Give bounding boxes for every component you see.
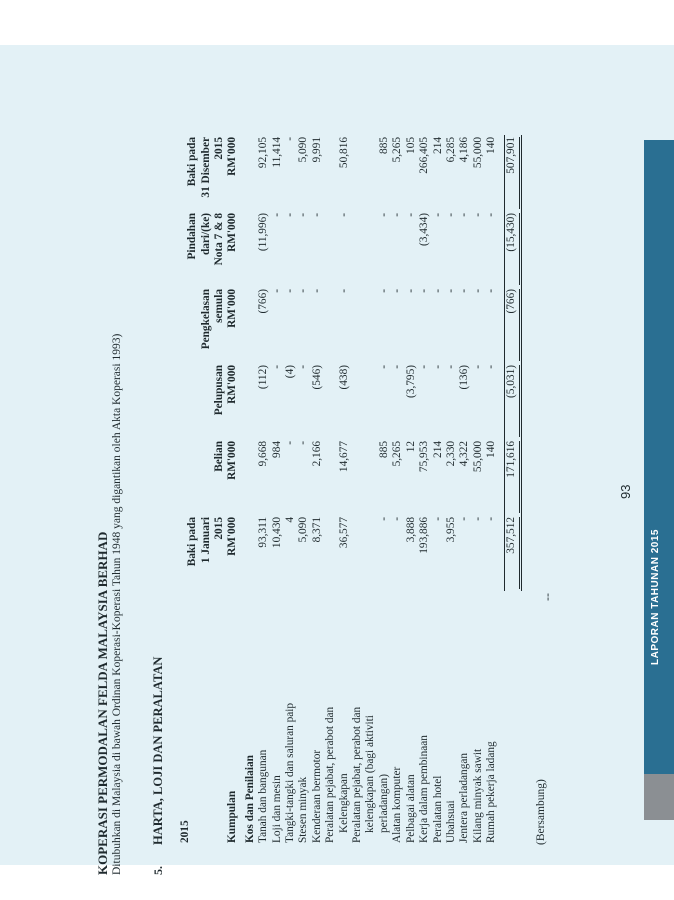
table-cell: 75,953 <box>418 441 431 473</box>
table-cell: 5,090 <box>297 517 310 543</box>
table-cell: - <box>444 365 457 369</box>
dash-mark: -- <box>540 593 554 601</box>
section-number: 5. <box>151 866 165 875</box>
section-title: HARTA, LOJI DAN PERALATAN <box>151 656 165 845</box>
table-cell: 5,265 <box>391 137 404 163</box>
total-value: (766) <box>505 289 520 361</box>
table-row <box>485 135 498 845</box>
year-label: 2015 <box>179 820 191 843</box>
table-cell: - <box>431 365 444 369</box>
table-cell: - <box>377 365 390 369</box>
total-cell <box>505 135 522 211</box>
row-label: Rumah pekerja ladang <box>485 741 498 843</box>
column-header-line: RM'000 <box>226 517 239 556</box>
table-cell <box>364 515 377 591</box>
table-row <box>432 135 445 845</box>
table-cell: (11,996) <box>257 213 270 252</box>
total-value: 171,616 <box>505 441 520 513</box>
table-cell: 3,888 <box>404 517 417 543</box>
table-cell: - <box>337 213 350 217</box>
table-cell: 11,414 <box>270 137 283 168</box>
table-cell: - <box>418 365 431 369</box>
table-cell: 4,186 <box>458 137 471 163</box>
table-row <box>458 135 471 845</box>
column-header-line: semula <box>213 289 225 323</box>
table-row <box>257 135 270 845</box>
row-label: kelengkapan (bagi aktiviti <box>364 715 377 833</box>
row-label: Kelengkapan <box>337 773 350 833</box>
total-cell <box>505 211 522 287</box>
table-cell: - <box>310 289 323 293</box>
table-cell: - <box>418 289 431 293</box>
table-cell: 14,677 <box>337 441 350 473</box>
column-header-1 <box>179 515 244 591</box>
table-cell: 885 <box>377 441 390 458</box>
table-cell <box>351 287 364 363</box>
table-row <box>418 135 431 845</box>
table-cell <box>351 135 364 211</box>
table-cell: 36,577 <box>337 517 350 549</box>
table-cell: 92,105 <box>257 137 270 169</box>
row-label: Tanah dan bangunan <box>257 749 270 843</box>
column-header-line: RM'000 <box>226 213 239 252</box>
report-label: LAPORAN TAHUNAN 2015 <box>650 529 661 665</box>
table-row <box>391 135 404 845</box>
column-header-5 <box>179 211 244 287</box>
total-label-cell <box>505 591 522 845</box>
table-cell: - <box>444 289 457 293</box>
ppe-table <box>179 135 522 845</box>
table-row <box>338 135 351 845</box>
table-cell <box>364 211 377 287</box>
column-header-line: RM'000 <box>226 289 239 328</box>
table-cell: - <box>431 213 444 217</box>
table-cell: (136) <box>458 365 471 390</box>
table-cell: 8,371 <box>310 517 323 543</box>
table-cell: - <box>404 213 417 217</box>
row-label: Loji dan mesin <box>270 775 283 843</box>
table-cell <box>324 515 337 591</box>
table-cell <box>351 211 364 287</box>
table-row <box>351 135 364 845</box>
table-cell: - <box>270 365 283 369</box>
table-cell: 2,330 <box>444 441 457 467</box>
table-cell: 193,886 <box>418 517 431 554</box>
table-cell: - <box>391 213 404 217</box>
document-page <box>0 45 674 875</box>
table-cell: 55,000 <box>471 441 484 473</box>
column-header-2 <box>179 439 244 515</box>
table-cell: - <box>284 289 297 293</box>
column-header-line: Pindahan <box>186 213 199 260</box>
table-cell: - <box>284 441 297 445</box>
column-header-line: RM'000 <box>226 137 239 176</box>
column-header-line: RM'000 <box>226 365 239 404</box>
table-cell: (546) <box>310 365 323 390</box>
table-cell: (3,434) <box>418 213 431 246</box>
table-cell: 50,816 <box>337 137 350 169</box>
table-row <box>324 135 337 845</box>
table-cell: 55,000 <box>471 137 484 169</box>
column-header-line: 2015 <box>213 517 225 540</box>
table-cell: - <box>297 365 310 369</box>
table-cell: - <box>485 517 498 521</box>
table-cell: 885 <box>377 137 390 154</box>
column-header-line: RM'000 <box>226 441 239 480</box>
table-row <box>405 135 418 845</box>
table-cell: - <box>377 517 390 521</box>
row-label: Peralatan pejabat, perabot dan <box>351 706 364 843</box>
row-label: perladangan) <box>377 774 390 833</box>
column-header-line: 1 Januari <box>199 517 212 564</box>
table-cell <box>351 363 364 439</box>
table-cell <box>364 287 377 363</box>
group-heading: Kos dan Penilaian <box>243 755 256 843</box>
row-label: Alatan komputer <box>391 766 404 843</box>
column-header-line: 2015 <box>213 137 225 160</box>
table-cell: - <box>377 289 390 293</box>
table-cell <box>364 363 377 439</box>
table-cell: (766) <box>257 289 270 314</box>
table-cell: 12 <box>404 441 417 453</box>
table-cell: - <box>297 441 310 445</box>
table-cell: 5,265 <box>391 441 404 467</box>
table-cell: - <box>337 289 350 293</box>
table-row <box>445 135 458 845</box>
table-cell: - <box>391 289 404 293</box>
continued-label: (Bersambung) <box>535 779 547 845</box>
row-label: Kerja dalam pembinaan <box>418 735 431 843</box>
row-label: Jentera perladangan <box>458 752 471 843</box>
side-grey-block <box>644 774 674 820</box>
table-cell: - <box>284 213 297 217</box>
table-cell: - <box>297 289 310 293</box>
table-cell: - <box>485 289 498 293</box>
table-cell <box>324 439 337 515</box>
table-cell: - <box>404 289 417 293</box>
column-header-3 <box>179 363 244 439</box>
company-name: KOPERASI PERMODALAN FELDA MALAYSIA BERHAD <box>95 531 110 875</box>
total-value: (15,430) <box>505 213 520 285</box>
table-cell: - <box>485 213 498 217</box>
table-cell: 2,166 <box>310 441 323 467</box>
row-label: Stesen minyak <box>297 776 310 843</box>
table-cell: 984 <box>270 441 283 458</box>
rotated-content <box>95 115 555 875</box>
table-cell: 3,955 <box>444 517 457 543</box>
table-cell: 105 <box>404 137 417 154</box>
column-header-line: Pelupusan <box>213 365 225 416</box>
table-row <box>311 135 324 845</box>
row-label: Peralatan hotel <box>431 775 444 843</box>
total-value: (5,031) <box>505 365 520 437</box>
column-header-6 <box>179 135 244 211</box>
column-header-line: Pengkelasan <box>199 289 212 350</box>
table-cell <box>324 287 337 363</box>
table-cell: (438) <box>337 365 350 390</box>
total-cell <box>505 287 522 363</box>
column-header-line: 31 Disember <box>199 137 212 198</box>
table-cell: - <box>471 213 484 217</box>
side-color-bar <box>644 140 674 774</box>
table-cell <box>324 135 337 211</box>
table-cell: 4 <box>284 517 297 523</box>
table-cell: 266,405 <box>418 137 431 174</box>
table-cell: 140 <box>485 441 498 458</box>
table-body <box>244 135 522 845</box>
table-cell: - <box>431 517 444 521</box>
table-cell <box>351 515 364 591</box>
column-header-line: dari/(ke) <box>199 213 212 256</box>
row-label: Kenderaan bermotor <box>310 749 323 843</box>
table-cell: - <box>270 213 283 217</box>
company-subtitle: Ditubuhkan di Malaysia di bawah Ordinan Koperasi-Koperasi Tahun 1948 yang digantikan oleh Akta Koperasi 1993) <box>111 333 123 875</box>
table-cell: - <box>471 517 484 521</box>
column-header-line: Nota 7 & 8 <box>213 213 225 266</box>
table-cell: 9,991 <box>310 137 323 163</box>
table-cell: 6,285 <box>444 137 457 163</box>
table-cell: 10,430 <box>270 517 283 549</box>
table-cell <box>324 211 337 287</box>
page-number: 93 <box>618 484 633 499</box>
table-cell: - <box>391 517 404 521</box>
total-value: 507,901 <box>505 137 520 209</box>
row-label: Pelbagai alatan <box>404 774 417 843</box>
table-cell: - <box>444 213 457 217</box>
table-cell: - <box>270 289 283 293</box>
table-cell: 214 <box>431 137 444 154</box>
table-cell: - <box>431 289 444 293</box>
column-header-4 <box>179 287 244 363</box>
group-heading-row <box>244 135 257 845</box>
table-cell: 9,668 <box>257 441 270 467</box>
total-value: 357,512 <box>505 517 520 589</box>
table-row <box>364 135 377 845</box>
table-cell: - <box>485 365 498 369</box>
total-cell <box>505 439 522 515</box>
table-cell: 4,322 <box>458 441 471 467</box>
table-row <box>271 135 284 845</box>
table-cell: - <box>471 289 484 293</box>
row-label: Peralatan pejabat, perabot dan <box>324 706 337 843</box>
table-cell <box>364 135 377 211</box>
table-header-row <box>179 135 244 845</box>
total-row <box>505 135 522 845</box>
table-cell: - <box>297 213 310 217</box>
table-cell <box>351 439 364 515</box>
table-row <box>297 135 310 845</box>
table-row <box>284 135 297 845</box>
column-header-label <box>179 591 244 845</box>
table-cell: - <box>284 137 297 141</box>
column-header-line: Baki pada <box>186 137 199 187</box>
table-cell: - <box>458 517 471 521</box>
table-cell: - <box>377 213 390 217</box>
table-row <box>472 135 485 845</box>
table-cell: - <box>471 365 484 369</box>
table-cell: (3,795) <box>404 365 417 398</box>
table-cell: 214 <box>431 441 444 458</box>
table-cell <box>364 439 377 515</box>
table-cell: - <box>458 289 471 293</box>
total-cell <box>505 363 522 439</box>
row-label: Ubahsuai <box>444 800 457 843</box>
table-cell: 93,311 <box>257 517 270 548</box>
column-header-text: Kumpulan <box>226 790 239 843</box>
column-header-line: Belian <box>213 441 225 472</box>
table-cell: - <box>391 365 404 369</box>
table-cell: - <box>458 213 471 217</box>
table-cell: (4) <box>284 365 297 379</box>
table-cell: (112) <box>257 365 270 390</box>
row-label: Kilang minyak sawit <box>471 748 484 843</box>
table-cell <box>324 363 337 439</box>
row-label: Tangki-tangki dan saluran paip <box>284 702 297 843</box>
table-cell: 5,090 <box>297 137 310 163</box>
table-cell: 140 <box>485 137 498 154</box>
table-cell: - <box>310 213 323 217</box>
table-row <box>378 135 391 845</box>
column-header-line: Baki pada <box>186 517 199 567</box>
total-cell <box>505 515 522 591</box>
